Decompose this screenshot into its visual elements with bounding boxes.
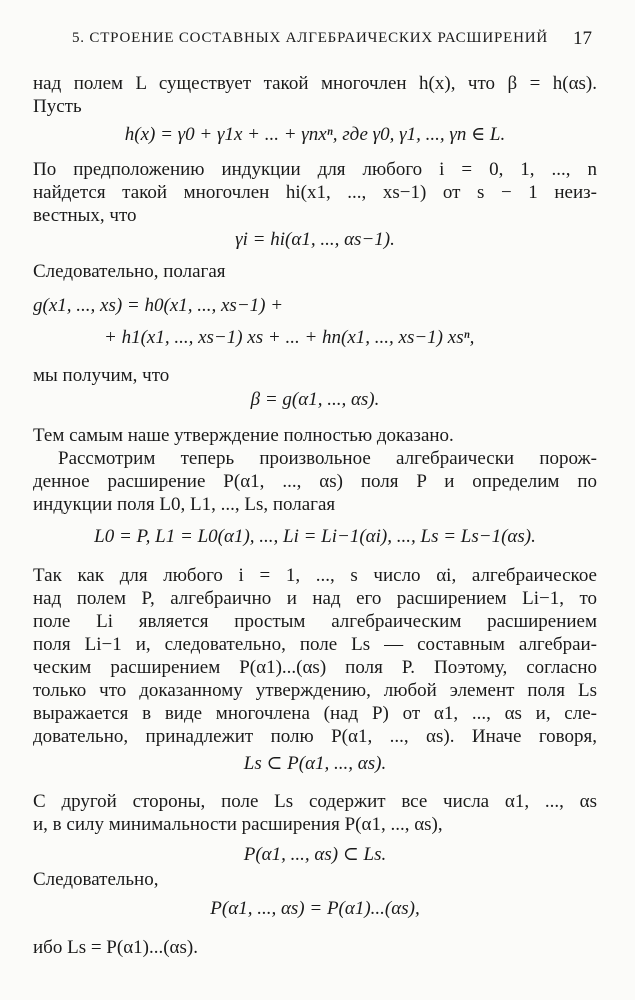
formula-line: Ls ⊂ P(α1, ..., αs). [243,753,387,774]
text-line: поля Li−1 и, следовательно, поле Ls — составным алгебраи- [33,634,597,655]
text-line: поле Li является простым алгебраическим расширением [33,611,597,632]
text-line: Следовательно, полагая [33,261,226,282]
text-line: По предположению индукции для любого i = 0, 1, ..., n [33,159,597,180]
text-line: мы получим, что [33,365,170,386]
text-line: выражается в виде многочлена (над P) от α1, ..., αs и, сле- [33,703,597,724]
text-line: С другой стороны, поле Ls содержит все числа α1, ..., αs [33,791,597,812]
text-line: ибо Ls = P(α1)...(αs). [33,937,198,958]
text-line: Тем самым наше утверждение полностью доказано. [33,425,454,446]
formula-line: g(x1, ..., xs) = h0(x1, ..., xs−1) + [33,295,284,316]
formula-line: P(α1, ..., αs) = P(α1)...(αs), [210,898,420,919]
text-line: довательно, принадлежит полю P(α1, ..., αs). Иначе говоря, [33,726,597,747]
formula-line: β = g(α1, ..., αs). [250,389,380,410]
formula-line: P(α1, ..., αs) ⊂ Ls. [243,844,387,865]
text-line: Так как для любого i = 1, ..., s число αi, алгебраическое [33,565,597,586]
text-line: индукции поля L0, L1, ..., Ls, полагая [33,494,336,515]
formula-line: h(x) = γ0 + γ1x + ... + γnxⁿ, где γ0, γ1, ..., γn ∈ L. [124,124,506,145]
text-line: и, в силу минимальности расширения P(α1, ..., αs), [33,814,443,835]
formula-line: γi = hi(α1, ..., αs−1). [235,229,395,250]
text-line: только что доказанному утверждению, любой элемент поля Ls [33,680,597,701]
formula-line: L0 = P, L1 = L0(α1), ..., Li = Li−1(αi), ..., Ls = Ls−1(αs). [94,526,536,547]
running-header [72,30,592,58]
header-title: 5. СТРОЕНИЕ СОСТАВНЫХ АЛГЕБРАИЧЕСКИХ РАСШИРЕНИЙ [72,30,548,46]
text-line: над полем P, алгебраично и над его расширением Li−1, то [33,588,597,609]
text-line: Рассмотрим теперь произвольное алгебраически порож- [58,448,597,469]
text-line: ческим расширением P(α1)...(αs) поля P. Поэтому, согласно [33,657,597,678]
page-number: 17 [573,28,592,49]
formula-line: + h1(x1, ..., xs−1) xs + ... + hn(x1, ..., xs−1) xsⁿ, [104,327,475,348]
text-line: над полем L существует такой многочлен h(x), что β = h(αs). [33,73,597,94]
text-line: найдется такой многочлен hi(x1, ..., xs−1) от s − 1 неиз- [33,182,597,203]
text-line: Пусть [33,96,82,117]
text-line: вестных, что [33,205,137,226]
text-line: денное расширение P(α1, ..., αs) поля P и определим по [33,471,597,492]
text-line: Следовательно, [33,869,159,890]
